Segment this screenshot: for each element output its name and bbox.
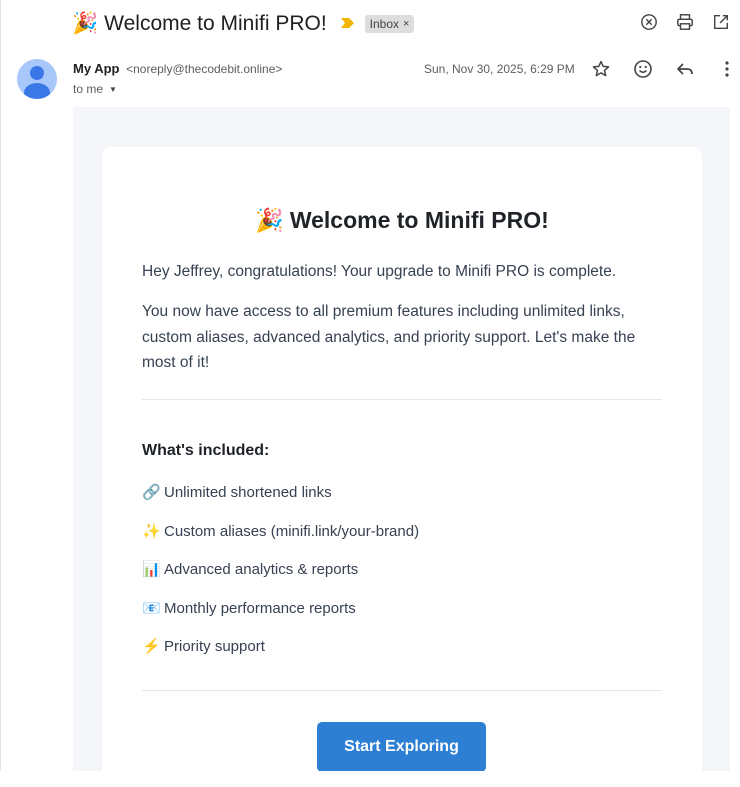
open-in-new-window-icon[interactable] bbox=[712, 13, 730, 31]
importance-marker-icon[interactable] bbox=[341, 17, 355, 32]
feature-item bbox=[142, 599, 356, 617]
intro-paragraph: You now have access to all premium features including unlimited links, custom aliases, advanced analytics, and priority support. Let's make the most of it! bbox=[142, 303, 636, 371]
sender-avatar[interactable] bbox=[17, 59, 57, 99]
email-icon: 📧 bbox=[142, 600, 161, 617]
avatar-head bbox=[30, 66, 44, 80]
party-popper-icon: 🎉 bbox=[72, 12, 99, 35]
bar-chart-icon: 📊 bbox=[142, 561, 161, 578]
more-options-icon[interactable] bbox=[717, 59, 737, 79]
top-actions bbox=[640, 13, 730, 31]
feature-item bbox=[142, 522, 419, 540]
remove-label-icon[interactable]: × bbox=[403, 18, 410, 30]
subject-bar bbox=[72, 8, 414, 40]
link-icon: 🔗 bbox=[142, 484, 161, 501]
greeting-paragraph: Hey Jeffrey, congratulations! Your upgrade to Minifi PRO is complete. bbox=[142, 263, 617, 280]
close-circle-icon[interactable] bbox=[640, 13, 658, 31]
included-heading: What's included: bbox=[142, 442, 270, 459]
feature-text: Advanced analytics & reports bbox=[164, 560, 359, 578]
emoji-reaction-icon[interactable] bbox=[633, 59, 653, 79]
email-heading bbox=[102, 207, 702, 234]
avatar-body bbox=[24, 83, 50, 99]
print-icon[interactable] bbox=[676, 13, 694, 31]
feature-item bbox=[142, 637, 265, 655]
feature-text: Priority support bbox=[164, 637, 265, 655]
window-border bbox=[0, 0, 1, 775]
star-icon[interactable] bbox=[591, 59, 611, 79]
recipient-dropdown[interactable] bbox=[73, 82, 117, 96]
feature-text: Unlimited shortened links bbox=[164, 483, 332, 501]
lightning-icon: ⚡ bbox=[142, 638, 161, 655]
message-actions bbox=[591, 59, 737, 79]
sender-name[interactable]: My App bbox=[73, 61, 120, 76]
feature-text: Monthly performance reports bbox=[164, 599, 356, 617]
email-card bbox=[102, 147, 702, 787]
sender-email: <noreply@thecodebit.online> bbox=[126, 62, 283, 76]
feature-item bbox=[142, 560, 358, 578]
inbox-label-chip[interactable] bbox=[365, 15, 415, 33]
divider bbox=[142, 399, 662, 400]
sender-line bbox=[73, 61, 282, 76]
party-popper-icon: 🎉 bbox=[255, 207, 284, 233]
reply-icon[interactable] bbox=[675, 59, 695, 79]
recipient-label: to me bbox=[73, 82, 104, 96]
email-subject: Welcome to Minifi PRO! bbox=[104, 12, 327, 35]
feature-item bbox=[142, 483, 332, 501]
divider bbox=[142, 690, 662, 691]
email-heading-text: Welcome to Minifi PRO! bbox=[289, 207, 549, 233]
feature-text: Custom aliases (minifi.link/your-brand) bbox=[164, 522, 420, 540]
start-exploring-button[interactable]: Start Exploring bbox=[317, 722, 486, 772]
message-date: Sun, Nov 30, 2025, 6:29 PM bbox=[424, 62, 575, 76]
caret-down-icon: ▼ bbox=[109, 84, 117, 94]
viewport-edge bbox=[0, 771, 740, 775]
inbox-label-text: Inbox bbox=[369, 17, 400, 31]
sparkles-icon: ✨ bbox=[142, 523, 161, 540]
